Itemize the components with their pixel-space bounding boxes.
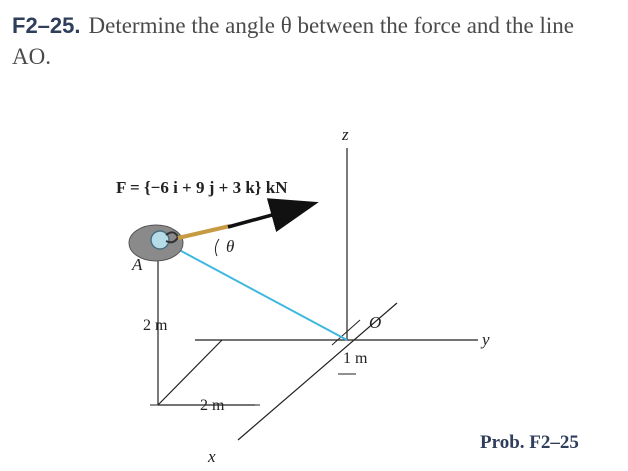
dimension-tick-1m: [332, 320, 360, 345]
y-axis-label: y: [482, 330, 490, 349]
dimension-label-2m-bottom: 2 m: [200, 397, 225, 414]
z-axis-label: z: [342, 125, 349, 144]
point-A-label: A: [132, 255, 143, 274]
force-label: F = {−6 i + 9 j + 3 k} kN: [116, 178, 288, 197]
angle-label: θ: [226, 237, 235, 256]
dimension-label-1m: 1 m: [343, 350, 368, 367]
ground-line-back: [158, 340, 222, 405]
problem-caption: Prob. F2–25: [480, 432, 579, 453]
force-arrow: [228, 204, 312, 227]
dimension-label-2m-vertical: 2 m: [143, 317, 168, 334]
x-axis-label: x: [208, 447, 216, 466]
angle-arc: [215, 239, 219, 256]
problem-number: F2–25.: [12, 13, 81, 38]
line-AO: [170, 245, 347, 340]
problem-text: Determine the angle θ between the force and the line AO.: [12, 13, 574, 69]
point-O-label: O: [369, 313, 382, 332]
cable-line: [178, 226, 230, 238]
